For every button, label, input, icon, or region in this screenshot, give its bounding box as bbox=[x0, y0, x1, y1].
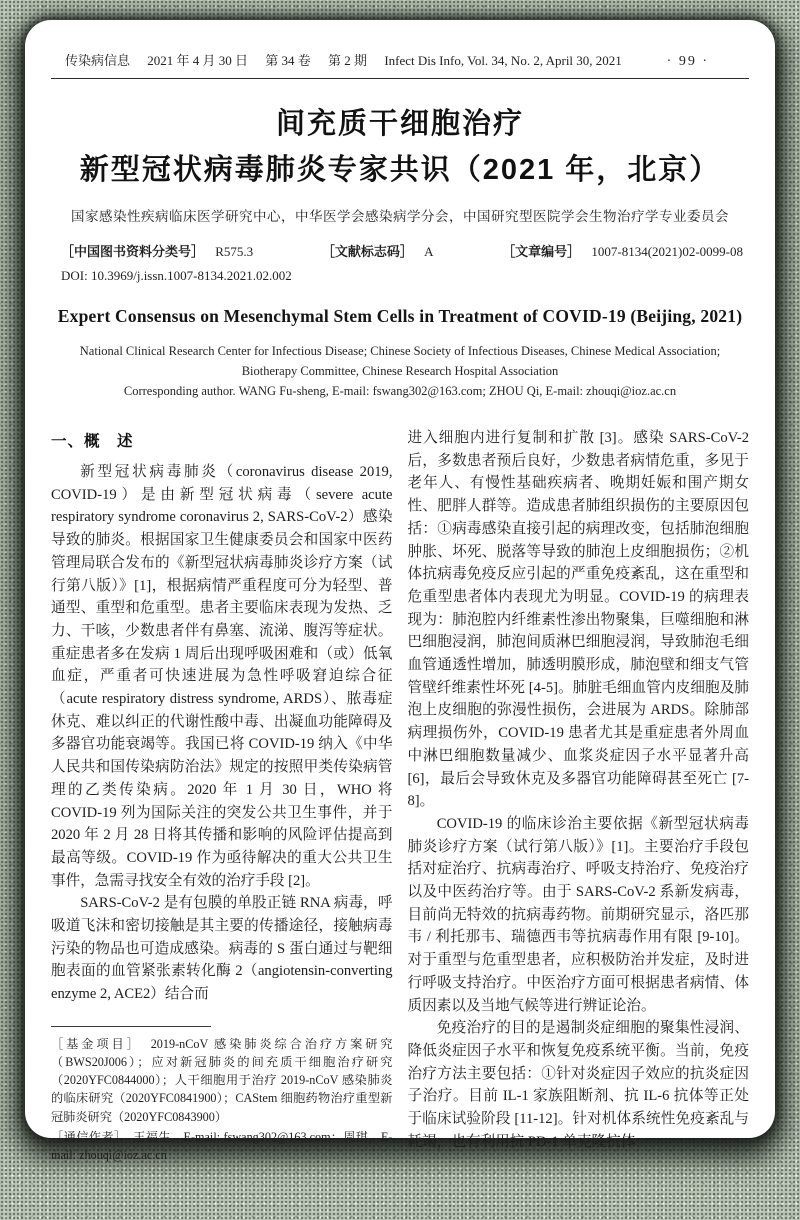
article-title-cn-line1: 间充质干细胞治疗 bbox=[275, 108, 524, 140]
doc-code-pair bbox=[322, 241, 434, 260]
page-number: · 99 · bbox=[666, 54, 709, 69]
issue-label: 第 2 期 bbox=[328, 53, 368, 68]
clc-value: R575.3 bbox=[215, 244, 254, 259]
body-paragraph: 进入细胞内进行复制和扩散 [3]。感染 SARS-CoV-2 后，多数患者预后良好，少数患者病情危重，多见于老年人、有慢性基础疾病者、晚期妊娠和围产期女性、肥胖人群等。造成患者肺组织损伤的主要原因包括：①病毒感染直接引起的病理改变，包括肺泡细胞肿胀、坏死、脱落等导致的肺泡上皮细胞损伤；②机体抗病毒免疫反应引起的严重免疫紊乱，这在重型和危重型患者体内表现尤为明显。COVID-19 的病理表现为：肺泡腔内纤维素性渗出物聚集，巨噬细胞和淋巴细胞浸润，肺泡间质淋巴细胞浸润，导致肺泡毛细血管通透性增加，肺透明膜形成，肺泡壁和细支气管管壁纤维素性坏死 [4-5]。肺脏毛细血管内皮细胞及肺泡上皮细胞的弥漫性损伤，会进展为 ARDS。除肺部病理损伤外，COVID-19 患者尤其是重症患者外周血中淋巴细胞数量减少、血浆炎症因子水平显著升高 [6]，最后会导致休克及多器官功能障碍甚至死亡 [7-8]。 bbox=[407, 430, 749, 810]
article-id-value: 1007-8134(2021)02-0099-08 bbox=[591, 244, 744, 259]
clc-pair bbox=[61, 241, 253, 260]
clc-label: ［中国图书资料分类号］ bbox=[61, 244, 205, 259]
running-head-journal-info bbox=[65, 50, 636, 69]
affiliation-line-2: Biotherapy Committee, Chinese Research Hospital Association bbox=[241, 364, 559, 378]
article-title-en: Expert Consensus on Mesenchymal Stem Cells in Treatment of COVID-19 (Beijing, 2021) bbox=[57, 306, 743, 326]
body-paragraph: COVID-19 的临床诊治主要依据《新型冠状病毒肺炎诊疗方案（试行第八版）》[1]。主要治疗手段包括对症治疗、抗病毒治疗、呼吸支持治疗、免疫治疗以及中医药治疗等。由于 SARS-CoV-2 系新发病毒，目前尚无特效的抗病毒药物。前期研究显示，洛匹那韦 / 利托那韦、瑞德西韦等抗病毒作用有限 [9-10]。对于重型与危重型患者，应积极防治并发症，及时进行呼吸支持治疗。中医治疗方面可根据患者病情、体质因素以及当地气候等进行辨证论治。 bbox=[407, 815, 749, 1014]
volume-label: 第 34 卷 bbox=[265, 53, 311, 68]
journal-name-en: Infect Dis Info, Vol. 34, No. 2, April 30, 2021 bbox=[384, 53, 622, 68]
corresponding-author-en: Corresponding author. WANG Fu-sheng, E-mail: fswang302@163.com; ZHOU Qi, E-mail: zhouqi@ioz.ac.cn bbox=[123, 384, 677, 398]
journal-page bbox=[25, 20, 775, 1163]
running-head bbox=[51, 46, 749, 70]
article-title-cn-line2: 新型冠状病毒肺炎专家共识（2021 年，北京） bbox=[79, 154, 721, 186]
body-paragraph: 新型冠状病毒肺炎（coronavirus disease 2019, COVID-19）是由新型冠状病毒（severe acute respiratory syndrome coronavirus 2, SARS-CoV-2）感染导致的肺炎。根据国家卫生健康委员会和国家中医药管理局联合发布的《新型冠状病毒肺炎诊疗方案（试行第八版）》[1]，根据病情严重程度可分为轻型、普通型、重型和危重型。患者主要临床表现为发热、乏力、干咳，少数患者伴有鼻塞、流涕、腹泻等症状。重症患者多在发病 1 周后出现呼吸困难和（或）低氧血症，严重者可快速进展为急性呼吸窘迫综合征（acute respiratory distress syndrome, ARDS）、脓毒症休克、难以纠正的代谢性酸中毒、出凝血功能障碍及多器官功能衰竭等。我国已将 COVID-19 纳入《中华人民共和国传染病防治法》规定的按照甲类传染病管理的乙类传染病。2020 年 1 月 30 日，WHO 将 COVID-19 列为国际关注的突发公共卫生事件，并于 2020 年 2 月 28 日将其传播和影响的风险评估提高到最高等级。COVID-19 作为亟待解决的重大公共卫生事件，急需寻找安全有效的治疗手段 [2]。 bbox=[51, 464, 393, 889]
right-column bbox=[408, 427, 750, 1164]
body-paragraph: SARS-CoV-2 是有包膜的单股正链 RNA 病毒，呼吸道飞沫和密切接触是其主要的传播途径，接触病毒污染的物品也可造成感染。病毒的 S 蛋白通过与靶细胞表面的血管紧张素转化酶 2（angiotensin-converting enzyme 2, ACE2）结合而 bbox=[51, 895, 393, 1003]
journal-name-cn: 传染病信息 bbox=[65, 53, 131, 68]
doc-code-value: A bbox=[424, 244, 434, 259]
article-body bbox=[51, 427, 749, 1164]
affiliation-line-1: National Clinical Research Center for Infectious Disease; Chinese Society of Infectious Diseases, Chinese Medical Association; bbox=[79, 344, 721, 358]
footnote-fund: ［基金项目］ 2019-nCoV 感染肺炎综合治疗方案研究（BWS20J006）；应对新冠肺炎的间充质干细胞治疗研究（2020YFC0844000）；人干细胞用于治疗 2019-nCoV 感染肺炎的临床研究（2020YFC0841900）；CAStem 细胞药物治疗重型新冠肺炎研究（2020YFC0843900） bbox=[51, 1036, 393, 1124]
issue-date: 2021 年 4 月 30 日 bbox=[147, 53, 249, 68]
body-paragraph: 免疫治疗的目的是遏制炎症细胞的聚集性浸润、降低炎症因子水平和恢复免疫系统平衡。当前，免疫治疗方法主要包括：①针对炎症因子效应的抗炎症因子治疗。目前 IL-1 家族阻断剂、抗 IL-6 抗体等正处于临床试验阶段 [11-12]。针对机体系统性免疫紊乱与耗竭，也有利用抗 PD-1 单克隆抗体 bbox=[407, 1020, 749, 1150]
article-id-label: ［文章编号］ bbox=[502, 244, 581, 259]
article-id-pair bbox=[502, 241, 743, 260]
footnote-block bbox=[51, 1006, 393, 1164]
footnote-divider bbox=[51, 1026, 211, 1027]
header-divider bbox=[51, 78, 749, 79]
section-heading-overview: 一、概 述 bbox=[51, 433, 134, 450]
authors-cn: 国家感染性疾病临床医学研究中心，中华医学会感染病学分会，中国研究型医院学会生物治疗学专业委员会 bbox=[71, 209, 729, 224]
left-column bbox=[51, 427, 393, 1164]
article-title-cn bbox=[51, 101, 749, 193]
affiliations-en bbox=[51, 341, 749, 401]
doc-code-label: ［文献标志码］ bbox=[321, 244, 413, 259]
doi: DOI: 10.3969/j.issn.1007-8134.2021.02.002 bbox=[61, 268, 292, 283]
footnote-corresponding: ［通信作者］ 王福生，E-mail: fswang302@163.com；周琪，E-mail: zhouqi@ioz.ac.cn bbox=[51, 1129, 393, 1163]
classification-row bbox=[61, 241, 743, 260]
